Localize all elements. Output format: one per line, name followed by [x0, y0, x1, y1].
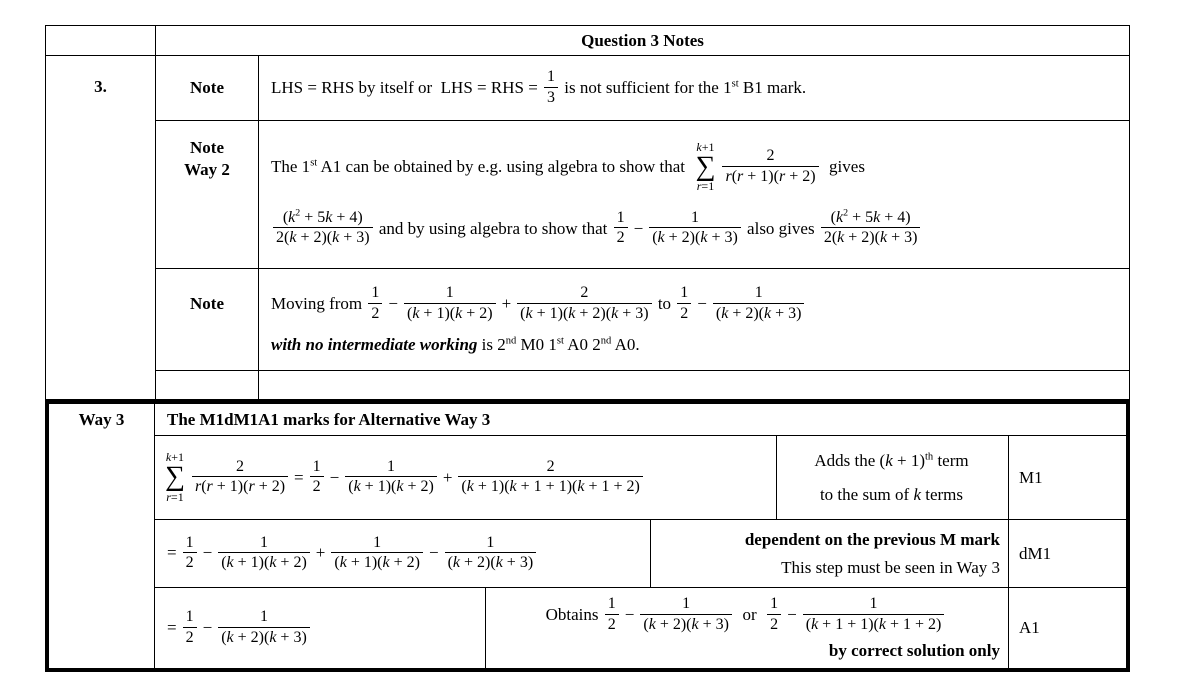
fraction: $\frac{1}{(k + 2)(k + 3)}$	[649, 209, 741, 248]
note-label-empty	[156, 371, 259, 399]
note-line	[271, 335, 1119, 355]
text-run: also gives	[742, 218, 819, 238]
fraction: $\frac{1}{(k + 2)(k + 3)}$	[640, 595, 732, 634]
annotation-line	[657, 557, 1000, 578]
math-operator: −	[388, 293, 398, 313]
annotation-line	[492, 595, 1000, 634]
note-row-moving-from	[156, 269, 1129, 371]
text-run: to	[653, 293, 676, 313]
math-operator: −	[787, 605, 797, 625]
annotation-cell	[651, 520, 1009, 587]
fraction: $\frac{2}{r(r + 1)(r + 2)}$	[192, 458, 288, 497]
fraction: $\frac{1}{(k + 1)(k + 2)}$	[404, 284, 496, 323]
math-line	[163, 608, 312, 647]
fraction: $\frac{1}{2}$	[677, 284, 691, 323]
math-operator: =	[167, 617, 177, 637]
note-row-empty	[156, 371, 1129, 399]
fraction: $\frac{2}{(k + 1)(k + 2)(k + 3)}$	[517, 284, 651, 323]
note-content-empty	[259, 371, 1129, 399]
bold-text-run: dependent on the previous M mark	[744, 529, 1000, 549]
fraction: $\frac{1}{(k + 1)(k + 2)}$	[331, 534, 423, 573]
math-operator: +	[501, 293, 512, 313]
way3-row-a1	[155, 588, 1126, 668]
note-label-text: Note	[190, 294, 224, 313]
math-line	[163, 451, 645, 504]
way3-rows	[155, 404, 1126, 668]
question-number: 3.	[46, 56, 156, 399]
fraction: $\frac{1}{(k + 2)(k + 3)}$	[713, 284, 805, 323]
note-label-text: Note	[190, 77, 224, 97]
note-line	[271, 68, 1119, 107]
text-run: and by using algebra to show that	[374, 218, 612, 238]
annotation-cell	[777, 436, 1009, 519]
fraction: $\frac{1}{(k + 2)(k + 3)}$	[445, 534, 537, 573]
text-run: is not sufficient for the 1st B1 mark.	[560, 77, 807, 97]
note-label	[156, 269, 259, 370]
annotation-line	[783, 450, 1000, 471]
text-run: Moving from	[271, 293, 367, 313]
fraction: $\frac{1}{(k + 2)(k + 3)}$	[218, 608, 310, 647]
summation-sigma: k+1 ∑ r=1	[165, 450, 185, 504]
fraction: $\frac{(k^2 + 5k + 4)}{2(k + 2)(k + 3)}$	[821, 209, 921, 248]
note-line	[271, 284, 1119, 323]
bold-italic-text-run: with no intermediate working	[271, 334, 478, 354]
math-cell	[155, 520, 651, 587]
way3-row-dm1	[155, 520, 1126, 588]
math-operator: +	[315, 543, 326, 563]
text-run: The 1st A1 can be obtained by e.g. using algebra to show that	[271, 157, 694, 177]
annotation-line	[657, 529, 1000, 550]
note-content	[259, 269, 1129, 370]
mark-cell: M1	[1019, 467, 1043, 487]
fraction: $\frac{1}{2}$	[368, 284, 382, 323]
note-row-lhs-rhs	[156, 56, 1129, 121]
notes-body	[46, 56, 1129, 399]
way3-header-row	[155, 404, 1126, 436]
bold-text-run: by correct solution only	[828, 640, 1000, 660]
table-title: Question 3 Notes	[581, 30, 704, 50]
question-notes-table	[45, 25, 1130, 400]
way3-box	[45, 400, 1130, 672]
header-empty-cell	[46, 26, 156, 55]
fraction: $\frac{1}{(k + 1 + 1)(k + 1 + 2)}$	[803, 595, 945, 634]
text-run: This step must be seen in Way 3	[781, 557, 1000, 577]
fraction: $\frac{1}{3}$	[544, 68, 558, 107]
text-run: Obtains	[545, 605, 603, 625]
text-run: gives	[820, 157, 865, 177]
fraction: $\frac{2}{(k + 1)(k + 1 + 1)(k + 1 + 2)}$	[458, 458, 642, 497]
mark-cell: A1	[1019, 618, 1040, 637]
fraction: $\frac{1}{2}$	[183, 608, 197, 647]
way3-label: Way 3	[49, 404, 155, 668]
annotation-line	[783, 484, 1000, 505]
summation-sigma: k+1 ∑ r=1	[695, 139, 716, 194]
note-label-text: Note	[190, 138, 224, 157]
math-operator: −	[428, 543, 439, 563]
mark-cell: dM1	[1019, 543, 1052, 563]
math-operator: −	[624, 605, 635, 625]
math-line	[163, 534, 538, 573]
note-line	[271, 141, 1119, 194]
fraction: $\frac{1}{(k + 1)(k + 2)}$	[345, 458, 437, 497]
note-row-way2	[156, 121, 1129, 269]
math-cell	[155, 588, 486, 668]
note-content	[259, 121, 1129, 268]
way3-row-m1	[155, 436, 1126, 520]
math-operator: =	[167, 543, 177, 563]
math-operator: −	[329, 467, 340, 487]
text-run: is 2nd M0 1st A0 2nd A0.	[477, 334, 640, 354]
fraction: $\frac{(k^2 + 5k + 4)}{2(k + 2)(k + 3)}$	[273, 209, 373, 248]
note-label	[156, 56, 259, 120]
annotation-cell	[486, 588, 1009, 668]
notes-rows	[156, 56, 1129, 399]
fraction: $\frac{1}{2}$	[605, 595, 619, 634]
text-run: Adds the $(k + 1)^{th}$ term	[814, 451, 969, 471]
fraction: $\frac{1}{2}$	[767, 595, 781, 634]
fraction: $\frac{1}{2}$	[310, 458, 324, 497]
annotation-line	[492, 640, 1000, 661]
fraction: $\frac{2}{r(r + 1)(r + 2)}$	[722, 147, 818, 186]
fraction: $\frac{1}{2}$	[183, 534, 197, 573]
way3-title: The M1dM1A1 marks for Alternative Way 3	[167, 409, 491, 429]
table-header-row	[46, 26, 1129, 56]
math-operator: −	[202, 617, 213, 637]
note-line	[271, 209, 1119, 248]
math-cell	[155, 436, 777, 519]
fraction: $\frac{1}{2}$	[614, 209, 628, 248]
math-operator: +	[442, 467, 453, 487]
math-operator: −	[202, 543, 213, 563]
math-operator: =	[294, 467, 304, 487]
fraction: $\frac{1}{(k + 1)(k + 2)}$	[218, 534, 310, 573]
note-label-text: Way 2	[184, 160, 230, 180]
note-content	[259, 56, 1129, 120]
text-run: to the sum of k terms	[819, 484, 964, 504]
math-operator: −	[633, 218, 644, 238]
text-run: LHS = RHS by itself or LHS = RHS =	[271, 77, 543, 97]
text-run: or	[733, 605, 766, 625]
math-operator: −	[697, 293, 707, 313]
note-label	[156, 121, 259, 268]
